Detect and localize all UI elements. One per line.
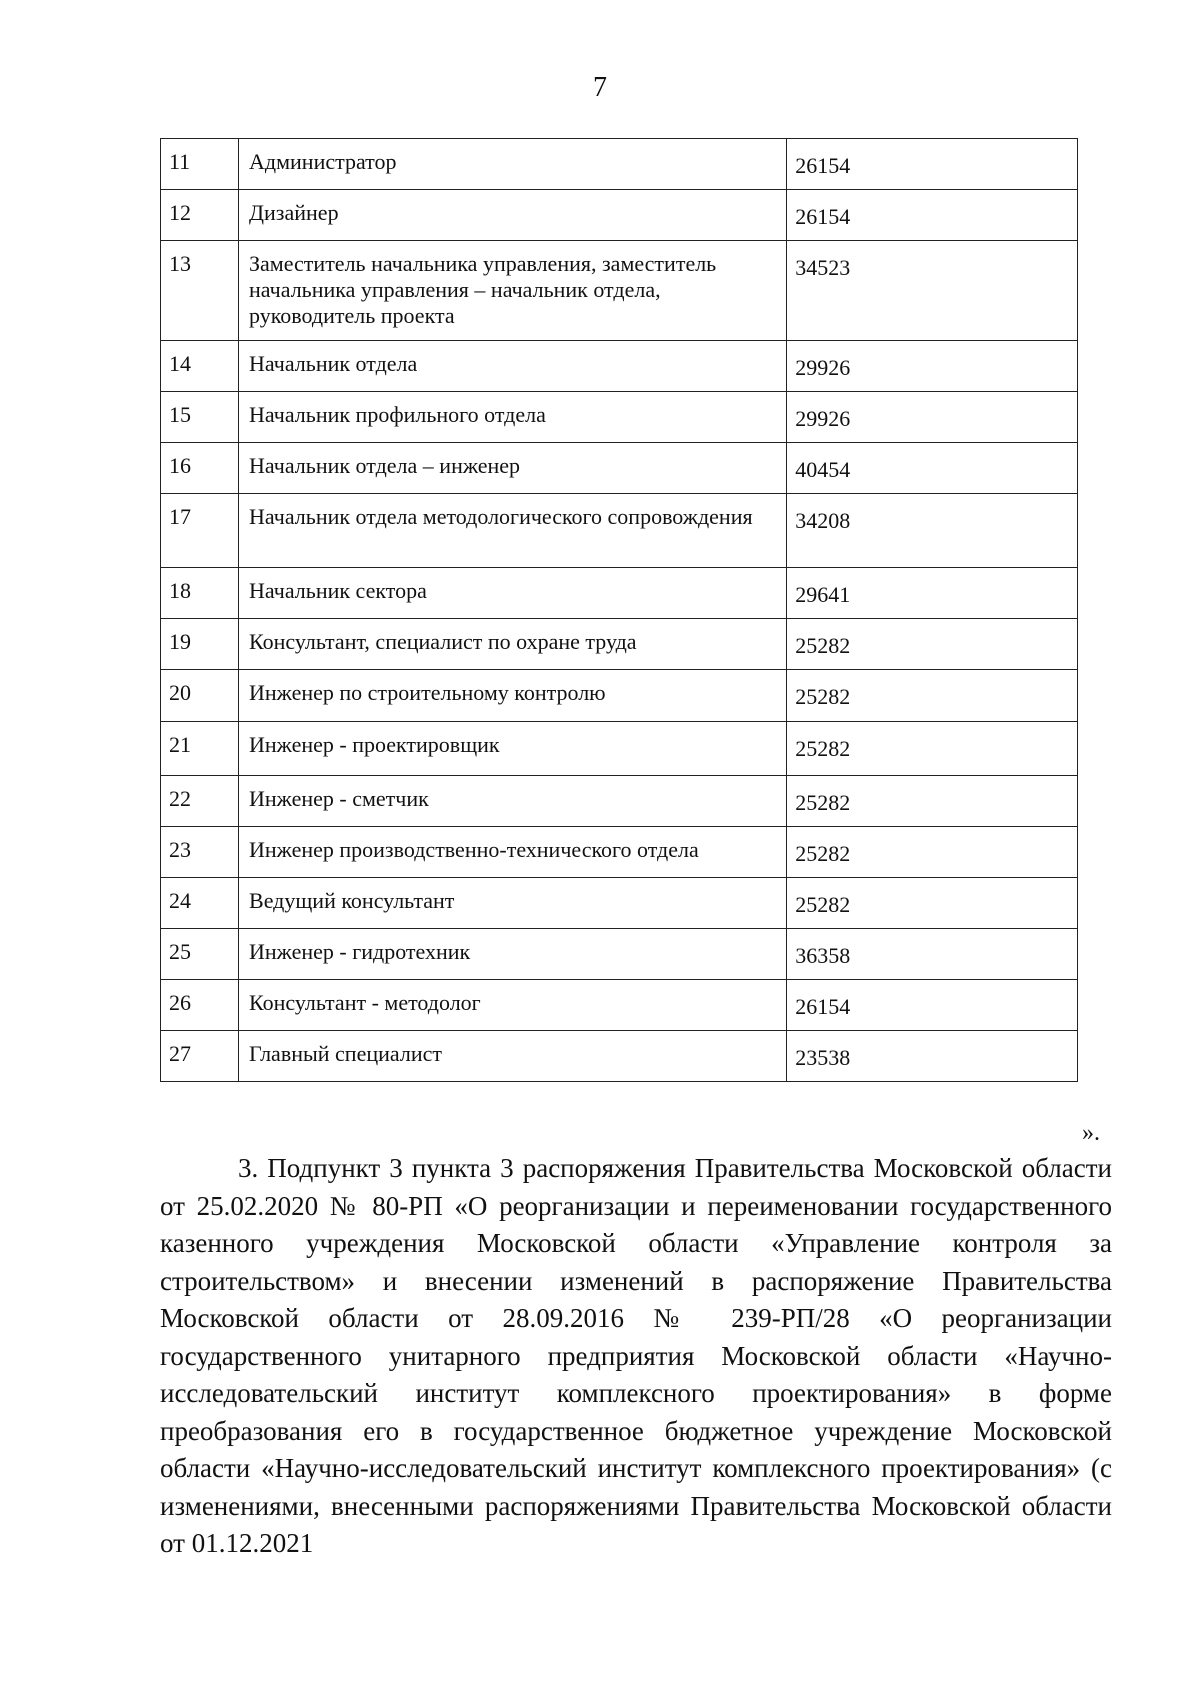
position-title: Дизайнер — [239, 190, 787, 241]
salary-value: 34208 — [787, 494, 1078, 568]
row-number: 15 — [161, 392, 239, 443]
position-title: Ведущий консультант — [239, 878, 787, 929]
row-number: 21 — [161, 722, 239, 776]
row-number: 23 — [161, 827, 239, 878]
table-row — [161, 341, 1078, 392]
row-number: 26 — [161, 980, 239, 1031]
row-number: 25 — [161, 929, 239, 980]
position-title: Начальник отдела методологического сопровождения — [239, 494, 787, 568]
table-row — [161, 722, 1078, 776]
position-title: Консультант, специалист по охране труда — [239, 619, 787, 670]
row-number: 22 — [161, 776, 239, 827]
table-row — [161, 443, 1078, 494]
row-number: 17 — [161, 494, 239, 568]
table-row — [161, 568, 1078, 619]
salary-value: 25282 — [787, 827, 1078, 878]
position-title: Консультант - методолог — [239, 980, 787, 1031]
table-row — [161, 619, 1078, 670]
salary-value: 23538 — [787, 1031, 1078, 1082]
row-number: 11 — [161, 139, 239, 190]
salary-value: 40454 — [787, 443, 1078, 494]
table-row — [161, 392, 1078, 443]
row-number: 20 — [161, 670, 239, 722]
table-row — [161, 670, 1078, 722]
position-title: Начальник сектора — [239, 568, 787, 619]
position-title: Начальник отдела – инженер — [239, 443, 787, 494]
salary-value: 25282 — [787, 878, 1078, 929]
closing-quote: ». — [1082, 1120, 1100, 1146]
page-number: 7 — [593, 72, 607, 103]
table-row — [161, 776, 1078, 827]
row-number: 18 — [161, 568, 239, 619]
position-title: Инженер - проектировщик — [239, 722, 787, 776]
table-row — [161, 929, 1078, 980]
row-number: 27 — [161, 1031, 239, 1082]
salary-value: 25282 — [787, 722, 1078, 776]
row-number: 14 — [161, 341, 239, 392]
row-number: 16 — [161, 443, 239, 494]
table-row — [161, 827, 1078, 878]
table-row — [161, 241, 1078, 341]
table-row — [161, 190, 1078, 241]
row-number: 12 — [161, 190, 239, 241]
position-title: Инженер производственно-технического отдела — [239, 827, 787, 878]
body-paragraph: 3. Подпункт 3 пункта 3 распоряжения Правительства Московской области от 25.02.2020 № 80-РП «О реорганизации и переименовании государственного казенного учреждения Московской области «Управление контроля за строительством» и внесении изменений в распоряжение Правительства Московской области от 28.09.2016 № 239-РП/28 «О реорганизации государственного унитарного предприятия Московской области «Научно-исследовательский институт комплексного проектирования» в форме преобразования его в государственное бюджетное учреждение Московской области «Научно-исследовательский институт комплексного проектирования» (с изменениями, внесенными распоряжениями Правительства Московской области от 01.12.2021 — [160, 1153, 1112, 1558]
position-title: Инженер - сметчик — [239, 776, 787, 827]
position-title: Инженер по строительному контролю — [239, 670, 787, 722]
row-number: 24 — [161, 878, 239, 929]
salary-value: 26154 — [787, 190, 1078, 241]
salary-value: 26154 — [787, 980, 1078, 1031]
table-row — [161, 1031, 1078, 1082]
salary-value: 36358 — [787, 929, 1078, 980]
salary-table — [160, 138, 1078, 1082]
salary-value: 34523 — [787, 241, 1078, 341]
position-title: Начальник отдела — [239, 341, 787, 392]
salary-value: 29926 — [787, 392, 1078, 443]
salary-value: 29926 — [787, 341, 1078, 392]
position-title: Администратор — [239, 139, 787, 190]
position-title: Заместитель начальника управления, заместитель начальника управления – начальник отдела, руководитель проекта — [239, 241, 787, 341]
table-row — [161, 980, 1078, 1031]
salary-value: 25282 — [787, 670, 1078, 722]
position-title: Начальник профильного отдела — [239, 392, 787, 443]
row-number: 19 — [161, 619, 239, 670]
salary-value: 25282 — [787, 619, 1078, 670]
table-row — [161, 139, 1078, 190]
table-row — [161, 494, 1078, 568]
salary-value: 26154 — [787, 139, 1078, 190]
position-title: Инженер - гидротехник — [239, 929, 787, 980]
salary-value: 25282 — [787, 776, 1078, 827]
salary-value: 29641 — [787, 568, 1078, 619]
table-row — [161, 878, 1078, 929]
position-title: Главный специалист — [239, 1031, 787, 1082]
row-number: 13 — [161, 241, 239, 341]
